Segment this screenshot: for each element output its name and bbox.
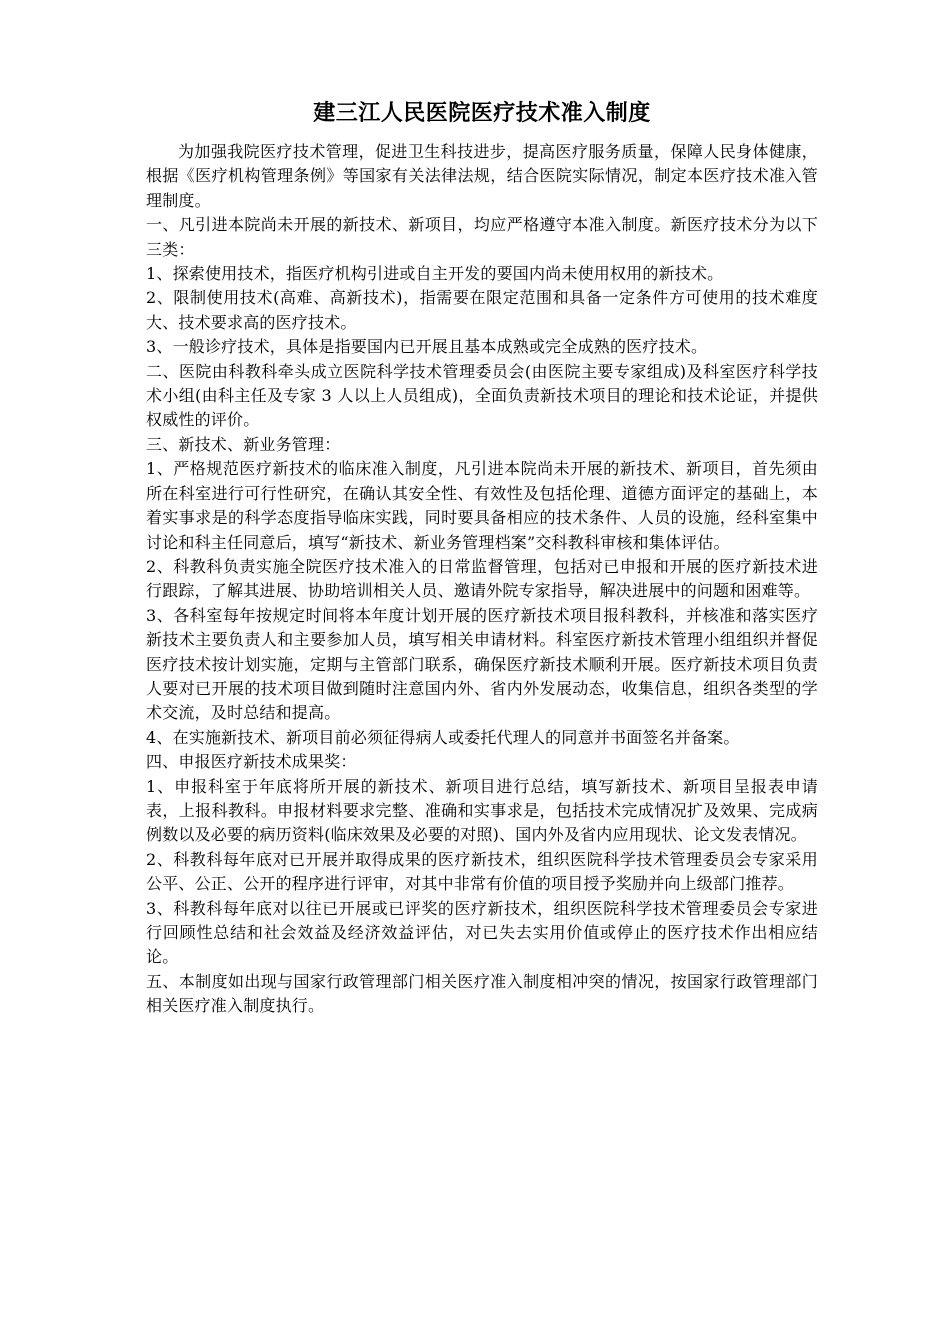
- paragraph-section-4-heading: 四、申报医疗新技术成果奖：: [146, 752, 357, 772]
- paragraph-section-5: 五、本制度如出现与国家行政管理部门相关医疗准入制度相冲突的情况，按国家行政管理部门相关医疗准入制度执行。: [146, 971, 818, 1016]
- paragraph-section-3-heading: 三、新技术、新业务管理：: [146, 434, 341, 454]
- paragraph-section-4-item-1: 1、申报科室于年底将所开展的新技术、新项目进行总结，填写新技术、新项目呈报表申请表，上报科教科。申报材料要求完整、准确和实事求是，包括技术完成情况扩及效果、完成病例数以及必要的病历资料(临床效果及必要的对照)、国内外及省内应用现状、论文发表情况。: [146, 776, 818, 845]
- paragraph-intro: 为加强我院医疗技术管理，促进卫生科技进步，提高医疗服务质量，保障人民身体健康，根据《医疗机构管理条例》等国家有关法律法规，结合医院实际情况，制定本医疗技术准入管理制度。: [146, 142, 818, 210]
- document-title: 建三江人民医院医疗技术准入制度: [313, 100, 651, 126]
- paragraph-section-1-item-3: 3、一般诊疗技术，具体是指要国内已开展且基本成熟或完全成熟的医疗技术。: [146, 337, 708, 357]
- paragraph-section-4-item-3: 3、科教科每年底对以往已开展或已评奖的医疗新技术，组织医院科学技术管理委员会专家进行回顾性总结和社会效益及经济效益评估，对已失去实用价值或停止的医疗技术作出相应结论。: [146, 898, 818, 967]
- document-body: [146, 140, 818, 1019]
- paragraph-section-3-item-1: 1、严格规范医疗新技术的临床准入制度，凡引进本院尚未开展的新技术、新项目，首先须由所在科室进行可行性研究，在确认其安全性、有效性及包括伦理、道德方面评定的基础上，本着实事求是的科学态度指导临床实践，同时要具备相应的技术条件、人员的设施，经科室集中讨论和科主任同意后，填写“新技术、新业务管理档案”交科教科审核和集体评估。: [146, 459, 818, 552]
- paragraph-section-4-item-2: 2、科教科每年底对已开展并取得成果的医疗新技术，组织医院科学技术管理委员会专家采用公平、公正、公开的程序进行评审，对其中非常有价值的项目授予奖励并向上级部门推荐。: [146, 849, 818, 894]
- paragraph-section-3-item-2: 2、科教科负责实施全院医疗技术准入的日常监督管理，包括对已申报和开展的医疗新技术进行跟踪，了解其进展、协助培训相关人员、邀请外院专家指导，解决进展中的问题和困难等。: [146, 556, 818, 601]
- document-page: [146, 98, 818, 1019]
- paragraph-section-1-item-1: 1、探索使用技术，指医疗机构引进或自主开发的要国内尚未使用权用的新技术。: [146, 264, 724, 284]
- paragraph-section-2: 二、医院由科教科牵头成立医院科学技术管理委员会(由医院主要专家组成)及科室医疗科学技术小组(由科主任及专家 3 人以上人员组成)，全面负责新技术项目的理论和技术论证，并提供权威性的评价。: [146, 361, 818, 430]
- paragraph-section-1: 一、凡引进本院尚未开展的新技术、新项目，均应严格遵守本准入制度。新医疗技术分为以下三类：: [146, 215, 818, 259]
- paragraph-section-3-item-3: 3、各科室每年按规定时间将本年度计划开展的医疗新技术项目报科教科，并核准和落实医疗新技术主要负责人和主要参加人员，填写相关申请材料。科室医疗新技术管理小组组织并督促医疗技术按计划实施，定期与主管部门联系，确保医疗新技术顺利开展。医疗新技术项目负责人要对已开展的技术项目做到随时注意国内外、省内外发展动态，收集信息，组织各类型的学术交流，及时总结和提高。: [146, 605, 818, 723]
- paragraph-section-1-item-2: 2、限制使用技术(高难、高新技术)，指需要在限定范围和具备一定条件方可使用的技术难度大、技术要求高的医疗技术。: [146, 288, 818, 332]
- paragraph-section-3-item-4: 4、在实施新技术、新项目前必须征得病人或委托代理人的同意并书面签名并备案。: [146, 727, 740, 747]
